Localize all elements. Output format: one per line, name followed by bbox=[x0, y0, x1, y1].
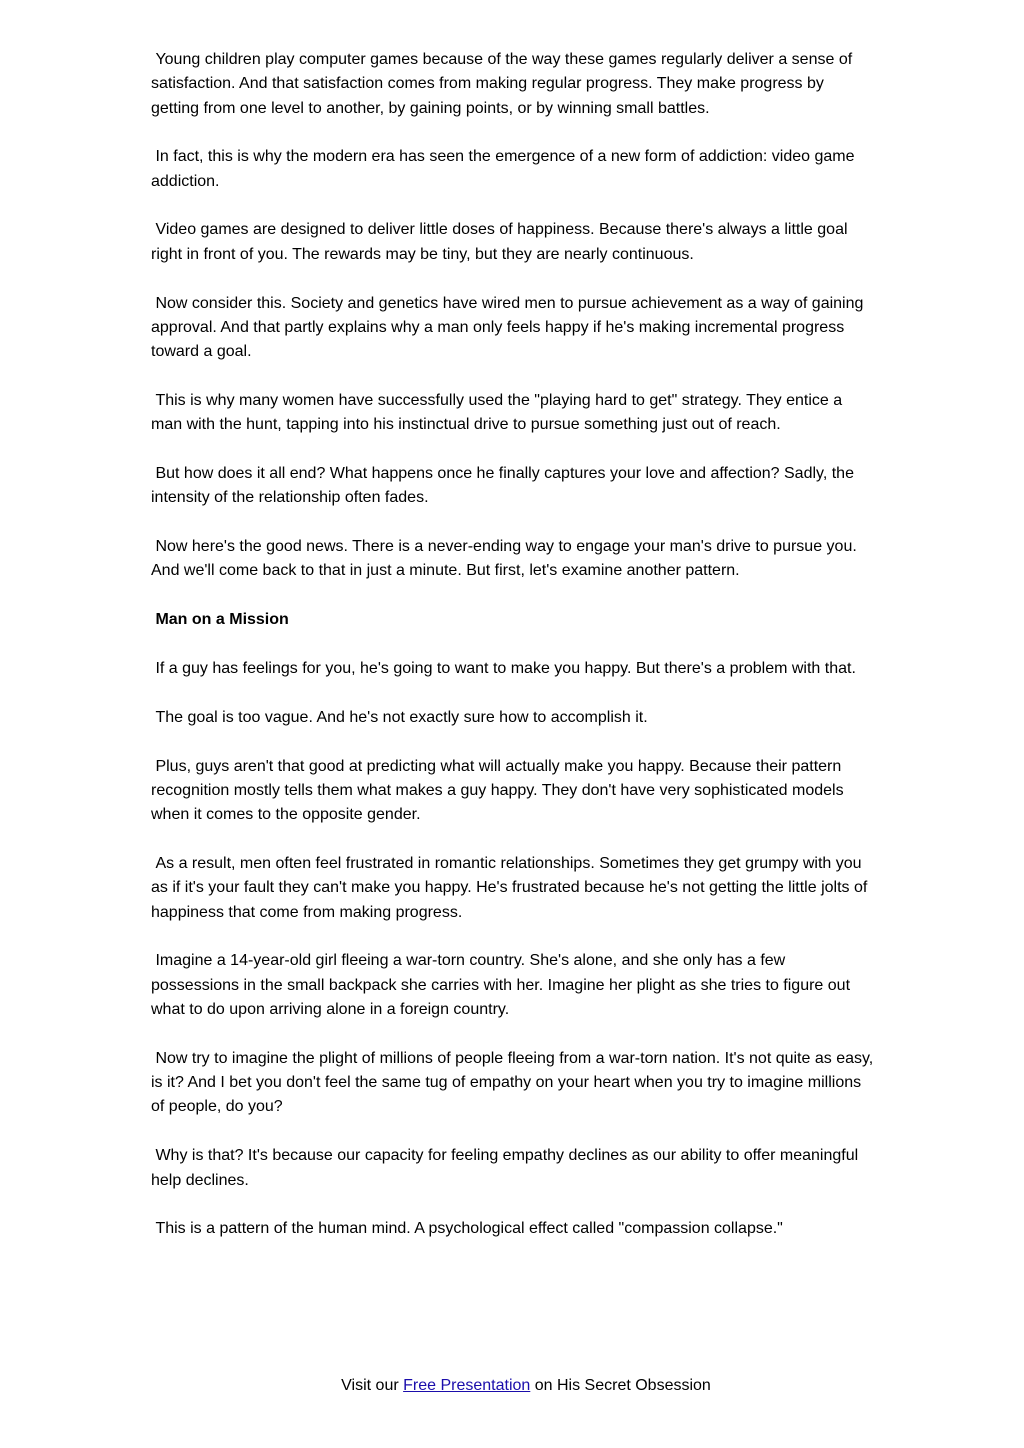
footer bbox=[0, 1374, 1024, 1398]
paragraph: As a result, men often feel frustrated in romantic relationships. Sometimes they get grumpy with you as if it's your fault they can't make you happy. He's frustrated because he's not getting the little jolts of happiness that come from making progress. bbox=[151, 855, 872, 921]
paragraph: Plus, guys aren't that good at predicting what will actually make you happy. Because their pattern recognition mostly tells them what makes a guy happy. They don't have very sophisticated models when it comes to the opposite gender. bbox=[151, 757, 849, 824]
paragraph: Imagine a 14-year-old girl fleeing a war-torn country. She's alone, and she only has a few possessions in the small backpack she carries with her. Imagine her plight as she tries to figure out what to do upon arriving alone in a foreign country. bbox=[151, 952, 855, 1019]
document-body bbox=[151, 48, 878, 1266]
paragraph: This is why many women have successfully used the "playing hard to get" strategy. They entice a man with the hunt, tapping into his instinctual drive to pursue something just out of reach. bbox=[151, 391, 847, 434]
paragraph: Video games are designed to deliver little doses of happiness. Because there's always a little goal right in front of you. The rewards may be tiny, but they are nearly continuous. bbox=[151, 221, 852, 263]
paragraph: If a guy has feelings for you, he's going to want to make you happy. But there's a problem with that. bbox=[151, 660, 856, 678]
footer-suffix: on His Secret Obsession bbox=[530, 1377, 711, 1394]
paragraph: In fact, this is why the modern era has seen the emergence of a new form of addiction: video game addiction. bbox=[151, 148, 859, 190]
paragraph: Young children play computer games because of the way these games regularly deliver a sense of satisfaction. And that satisfaction comes from making regular progress. They make progress by getting from one level to another, by gaining points, or by winning small battles. bbox=[151, 51, 857, 117]
paragraph: Now consider this. Society and genetics have wired men to pursue achievement as a way of gaining approval. And that partly explains why a man only feels happy if he's making incremental progress toward a goal. bbox=[151, 294, 868, 361]
free-presentation-link[interactable]: Free Presentation bbox=[403, 1377, 531, 1394]
paragraph: But how does it all end? What happens once he finally captures your love and affection? Sadly, the intensity of the relationship often fades. bbox=[151, 465, 859, 507]
footer-prefix: Visit our bbox=[341, 1377, 404, 1394]
paragraph: Now here's the good news. There is a never-ending way to engage your man's drive to pursue you. And we'll come back to that in just a minute. But first, let's examine another pattern. bbox=[151, 538, 861, 580]
section-heading: Man on a Mission bbox=[151, 611, 289, 629]
paragraph: This is a pattern of the human mind. A psychological effect called "compassion collapse." bbox=[151, 1220, 783, 1238]
paragraph: Now try to imagine the plight of millions of people fleeing from a war-torn nation. It's not quite as easy, is it? And I bet you don't feel the same tug of empathy on your heart when you try to imagine millions of people, do you? bbox=[151, 1049, 878, 1116]
paragraph: Why is that? It's because our capacity for feeling empathy declines as our ability to offer meaningful help declines. bbox=[151, 1147, 863, 1189]
paragraph: The goal is too vague. And he's not exactly sure how to accomplish it. bbox=[151, 708, 648, 726]
